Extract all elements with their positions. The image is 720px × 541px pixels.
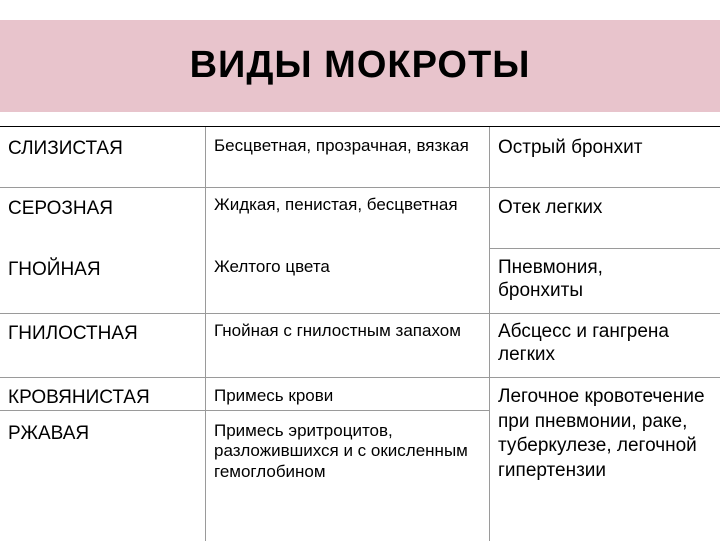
sputum-description: Примесь эритроцитов, разложившихся и с окисленным гемоглобином xyxy=(214,421,468,481)
sputum-description: Желтого цвета xyxy=(214,257,330,276)
sputum-description: Гнойная с гнилостным запахом xyxy=(214,321,461,340)
related-disease: Абсцесс и гангрена легких xyxy=(498,321,669,365)
sputum-description: Примесь крови xyxy=(214,386,334,405)
sputum-type: РЖАВАЯ xyxy=(8,423,90,444)
sputum-type: КРОВЯНИСТАЯ xyxy=(8,387,150,408)
sputum-table xyxy=(0,126,720,541)
sputum-type: СЛИЗИСТАЯ xyxy=(8,138,123,159)
related-disease: Легочное кровотечение при пневмонии, раке, туберкулезе, легочной гипертензии xyxy=(498,386,705,482)
row-divider xyxy=(0,377,720,378)
row-divider xyxy=(0,313,720,314)
row-divider xyxy=(489,248,720,249)
related-disease: Отек легких xyxy=(498,197,603,218)
sputum-description: Жидкая, пенистая, бесцветная xyxy=(214,195,458,214)
related-disease: Острый бронхит xyxy=(498,137,643,158)
column-divider xyxy=(205,127,206,541)
row-divider xyxy=(0,410,489,411)
sputum-type: ГНИЛОСТНАЯ xyxy=(8,323,138,344)
sputum-type: ГНОЙНАЯ xyxy=(8,259,101,280)
page-title: ВИДЫ МОКРОТЫ xyxy=(189,44,531,86)
related-disease: Пневмония, бронхиты xyxy=(498,257,603,301)
row-divider xyxy=(0,187,720,188)
column-divider xyxy=(489,127,490,541)
sputum-type: СЕРОЗНАЯ xyxy=(8,198,114,219)
sputum-description: Бесцветная, прозрачная, вязкая xyxy=(214,136,469,155)
